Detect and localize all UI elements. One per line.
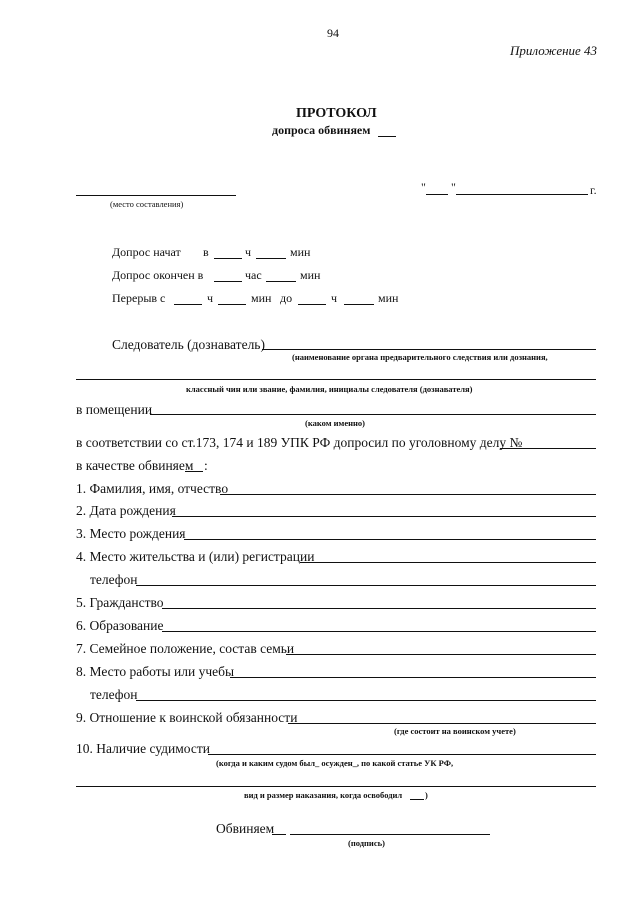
signature-field[interactable] <box>290 834 490 835</box>
fullname-label: 1. Фамилия, имя, отчество <box>76 481 229 496</box>
family-label: 7. Семейное положение, состав семьи <box>76 641 295 656</box>
date-day-field[interactable] <box>426 194 448 195</box>
phone-field-1[interactable] <box>136 585 596 586</box>
fullname-field[interactable] <box>220 494 596 495</box>
end-hour-unit: час <box>245 268 262 282</box>
residence-field[interactable] <box>300 562 596 563</box>
investigator-caption: (наименование органа предварительного следствия или дознания, <box>292 352 548 362</box>
investigator-rank-field[interactable] <box>76 379 596 380</box>
phone-field-2[interactable] <box>136 700 596 701</box>
law-text: в соответствии со ст.173, 174 и 189 УПК РФ допросил по уголовному делу № <box>76 435 523 450</box>
end-min-unit: мин <box>300 268 321 282</box>
family-field[interactable] <box>286 654 596 655</box>
conviction-label: 10. Наличие судимости <box>76 741 211 756</box>
page-number: 94 <box>327 26 339 40</box>
end-label: Допрос окончен в <box>112 268 204 282</box>
start-at: в <box>203 245 209 259</box>
investigator-label: Следователь (дознаватель) <box>112 337 265 352</box>
investigator-field[interactable] <box>262 349 596 350</box>
break-from-min-field[interactable] <box>218 304 246 305</box>
conviction-caption: (когда и каким судом был_ осужден_, по какой статье УК РФ, <box>216 758 454 768</box>
education-field[interactable] <box>162 631 596 632</box>
education-label: 6. Образование <box>76 618 164 633</box>
residence-label: 4. Место жительства и (или) регистрации <box>76 549 315 564</box>
military-caption: (где состоит на воинском учете) <box>394 726 516 736</box>
room-label: в помещении <box>76 402 153 417</box>
start-min-field[interactable] <box>256 258 286 259</box>
signature-caption: (подпись) <box>348 838 385 848</box>
phone-label-1: телефон <box>90 572 138 587</box>
phone-label-2: телефон <box>90 687 138 702</box>
work-label: 8. Место работы или учебы <box>76 664 235 679</box>
punishment-field[interactable] <box>76 786 596 787</box>
birthplace-label: 3. Место рождения <box>76 526 186 541</box>
date-quote-open: " <box>421 180 426 194</box>
break-to-hour-field[interactable] <box>298 304 326 305</box>
signature-label: Обвиняем <box>216 821 275 836</box>
punishment-ending-blank[interactable] <box>410 799 424 800</box>
break-to-hour-unit: ч <box>331 291 338 305</box>
room-field[interactable] <box>150 414 596 415</box>
accused-label: в качестве обвиняем <box>76 458 194 473</box>
room-caption: (каком именно) <box>305 418 365 428</box>
birthdate-label: 2. Дата рождения <box>76 503 176 518</box>
date-year-suffix: г. <box>590 183 597 197</box>
accused-ending-blank[interactable] <box>185 471 203 472</box>
document-subtitle: допроса обвиняем <box>272 123 371 137</box>
case-number-field[interactable] <box>500 448 596 449</box>
birthdate-field[interactable] <box>172 516 596 517</box>
break-from-hour-field[interactable] <box>174 304 202 305</box>
work-field[interactable] <box>230 677 596 678</box>
break-to-min-unit: мин <box>378 291 399 305</box>
break-to-min-field[interactable] <box>344 304 374 305</box>
conviction-field[interactable] <box>208 754 596 755</box>
signature-ending-blank[interactable] <box>272 834 286 835</box>
start-min-unit: мин <box>290 245 311 259</box>
document-title: ПРОТОКОЛ <box>296 106 377 121</box>
break-to: до <box>280 291 293 305</box>
punishment-caption-close: ) <box>425 790 428 800</box>
citizenship-label: 5. Гражданство <box>76 595 164 610</box>
date-month-year-field[interactable] <box>456 194 588 195</box>
birthplace-field[interactable] <box>184 539 596 540</box>
break-label: Перерыв с <box>112 291 166 305</box>
place-caption: (место составления) <box>110 199 184 209</box>
start-label: Допрос начат <box>112 245 181 259</box>
place-field[interactable] <box>76 195 236 196</box>
appendix-label: Приложение 43 <box>510 43 598 58</box>
break-from-hour-unit: ч <box>207 291 214 305</box>
rank-caption: классный чин или звание, фамилия, инициалы следователя (дознавателя) <box>186 384 473 394</box>
punishment-caption: вид и размер наказания, когда освободил <box>244 790 403 800</box>
military-field[interactable] <box>288 723 596 724</box>
start-hour-field[interactable] <box>214 258 242 259</box>
citizenship-field[interactable] <box>162 608 596 609</box>
end-hour-field[interactable] <box>214 281 242 282</box>
end-min-field[interactable] <box>266 281 296 282</box>
break-from-min-unit: мин <box>251 291 272 305</box>
start-hour-unit: ч <box>245 245 252 259</box>
accused-colon: : <box>204 458 208 473</box>
military-label: 9. Отношение к воинской обязанности <box>76 710 298 725</box>
subtitle-ending-blank[interactable] <box>378 136 396 137</box>
date-quote-close: " <box>451 180 456 194</box>
